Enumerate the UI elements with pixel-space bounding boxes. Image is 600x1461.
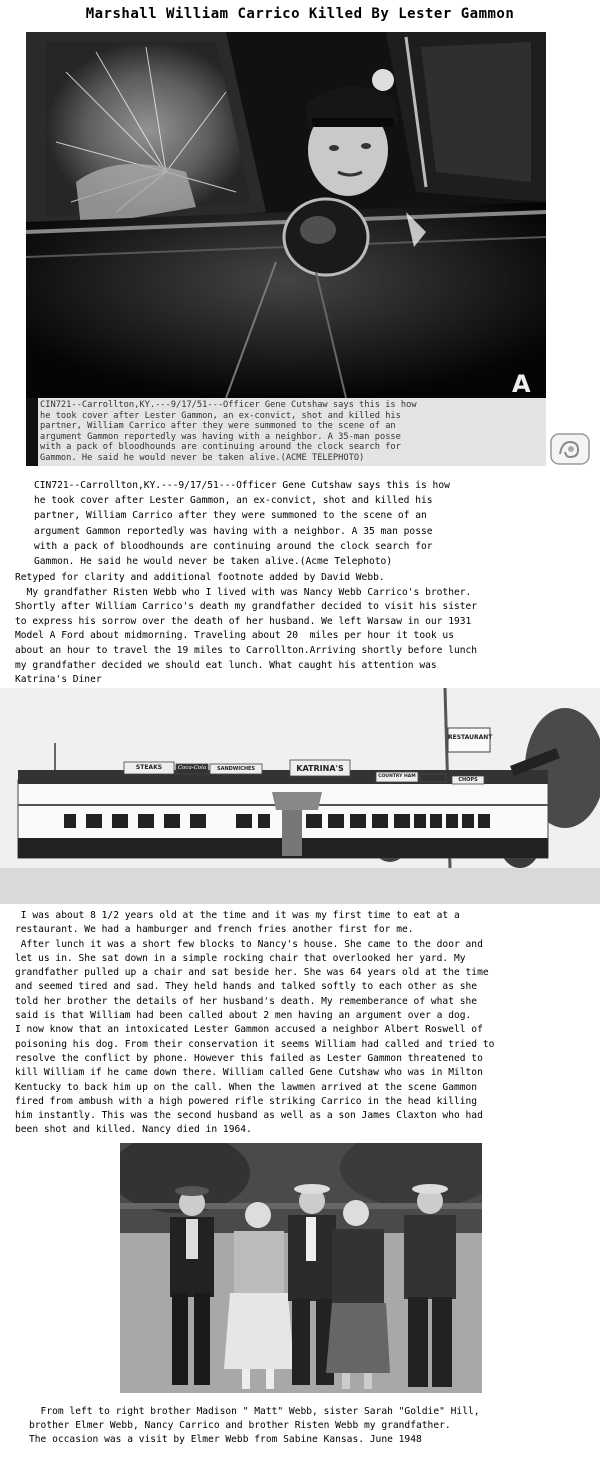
paragraph-line: Kentucky to back him up on the call. When the lawmen arrived at the scene Gammon	[15, 1081, 478, 1093]
paragraph-line: resolve the conflict by phone. However this failed as Lester Gammon threatened to	[15, 1052, 483, 1064]
caption-line: From left to right brother Madison " Matt" Webb, sister Sarah "Goldie" Hill,	[29, 1406, 480, 1417]
diner-photo	[0, 688, 600, 904]
paragraph-line: fired from ambush with a high powered rifle striking Carrico in the head killing	[15, 1095, 478, 1107]
paragraph-line: him instantly. This was the second husband as well as a son James Claxton who had	[15, 1110, 483, 1122]
caption-line: CIN721--Carrollton,KY.---9/17/51---Officer Gene Cutshaw says this is how	[34, 480, 450, 491]
sign-restaurant: RESTAURANT	[448, 734, 493, 741]
paragraph-line: I now know that an intoxicated Lester Gammon accused a neighbor Albert Roswell of	[15, 1024, 483, 1036]
paragraph-line: about an hour to travel the 19 miles to Carrollton.Arriving shortly before lunch	[15, 644, 478, 656]
sign-steaks: STEAKS	[135, 764, 163, 771]
caption-line: with a pack of bloodhounds are continuing around the clock search for	[34, 540, 433, 552]
photo-caption	[29, 1405, 480, 1447]
overlay-line: he took cover after Lester Gammon, an ex-convict, shot and killed his	[40, 410, 401, 421]
paragraph-line: to express his sorrow over the death of her husband. We left Warsaw in our 1931	[15, 615, 472, 627]
paragraph-line: kill William if he came down there. William called Gene Cutshaw who was in Milton	[15, 1067, 483, 1079]
overlay-line: partner, William Carrico after they were summoned to the scene of an	[40, 421, 396, 432]
paragraph-line: restaurant. We had a hamburger and french fries another first for me.	[15, 924, 414, 936]
sign-coca-cola: Coca-Cola	[177, 765, 207, 771]
overlay-line: argument Gammon reportedly was having with a neighbor. A 35-man posse	[40, 431, 401, 442]
watermark-stamp-icon	[548, 430, 592, 468]
sign-country-ham: COUNTRY HAM	[378, 774, 416, 779]
photo-caption	[34, 478, 450, 569]
sign-katrinas: KATRINA'S	[296, 764, 344, 773]
svg-text:A: A	[512, 370, 531, 398]
paragraph-line: Katrina's Diner	[15, 674, 102, 686]
caption-line: Gammon. He said he would never be taken alive.(Acme Telephoto)	[34, 556, 393, 568]
paragraph-line: Retyped for clarity and additional footnote added by David Webb.	[15, 572, 385, 583]
caption-line: argument Gammon reportedly was having with a neighbor. A 35 man posse	[34, 525, 433, 537]
story-paragraph	[15, 909, 494, 1138]
overlay-line: with a pack of bloodhounds are continuing around the clock search for	[40, 442, 401, 453]
paragraph-line: my grandfather decided we should eat lunch. What caught his attention was	[15, 659, 437, 671]
paragraph-line: and seemed tired and sad. They held hands and talked softly to each other as she	[15, 981, 478, 993]
caption-line: brother Elmer Webb, Nancy Carrico and brother Risten Webb my grandfather.	[29, 1420, 451, 1431]
sign-chops: CHOPS	[458, 777, 478, 783]
caption-line: The occasion was a visit by Elmer Webb from Sabine Kansas. June 1948	[29, 1434, 422, 1445]
paragraph-line: told her brother the details of her husband's death. My rememberance of what she	[15, 995, 478, 1007]
paragraph-line: let us in. She sat down in a simple rocking chair that overlooked her yard. My	[15, 952, 466, 964]
overlay-line: CIN721--Carrollton,KY.---9/17/51---Officer Gene Cutshaw says this is how	[40, 400, 417, 410]
sign-sandwiches: SANDWICHES	[216, 766, 256, 772]
page-title: Marshall William Carrico Killed By Lester Gammon	[85, 6, 515, 22]
paragraph-line: My grandfather Risten Webb who I lived with was Nancy Webb Carrico's brother.	[15, 586, 472, 598]
paragraph-line: Shortly after William Carrico's death my grandfather decided to visit his sister	[15, 601, 478, 613]
caption-line: he took cover after Lester Gammon, an ex-convict, shot and killed his	[34, 495, 433, 507]
photo-overlay-text	[40, 400, 540, 464]
paragraph-line: Model A Ford about midmorning. Traveling about 20 miles per hour it took us	[15, 630, 454, 642]
police-car-photo	[26, 32, 546, 466]
paragraph-line: I was about 8 1/2 years old at the time and it was my first time to eat at a	[15, 910, 460, 921]
overlay-line: Gammon. He said he would never be taken alive.(ACME TELEPHOTO)	[40, 452, 365, 463]
story-paragraph	[15, 571, 477, 688]
paragraph-line: grandfather pulled up a chair and sat beside her. She was 64 years old at the time	[15, 967, 489, 979]
paragraph-line: said is that William had been called about 2 men having an argument over a dog.	[15, 1010, 472, 1022]
caption-line: partner, William Carrico after they were summoned to the scene of an	[34, 510, 427, 522]
family-photo	[120, 1143, 482, 1393]
paragraph-line: poisoning his dog. From their conservation it seems William had called and tried to	[15, 1038, 495, 1050]
paragraph-line: After lunch it was a short few blocks to Nancy's house. She came to the door and	[15, 938, 483, 950]
paragraph-line: been shot and killed. Nancy died in 1964.	[15, 1124, 252, 1136]
